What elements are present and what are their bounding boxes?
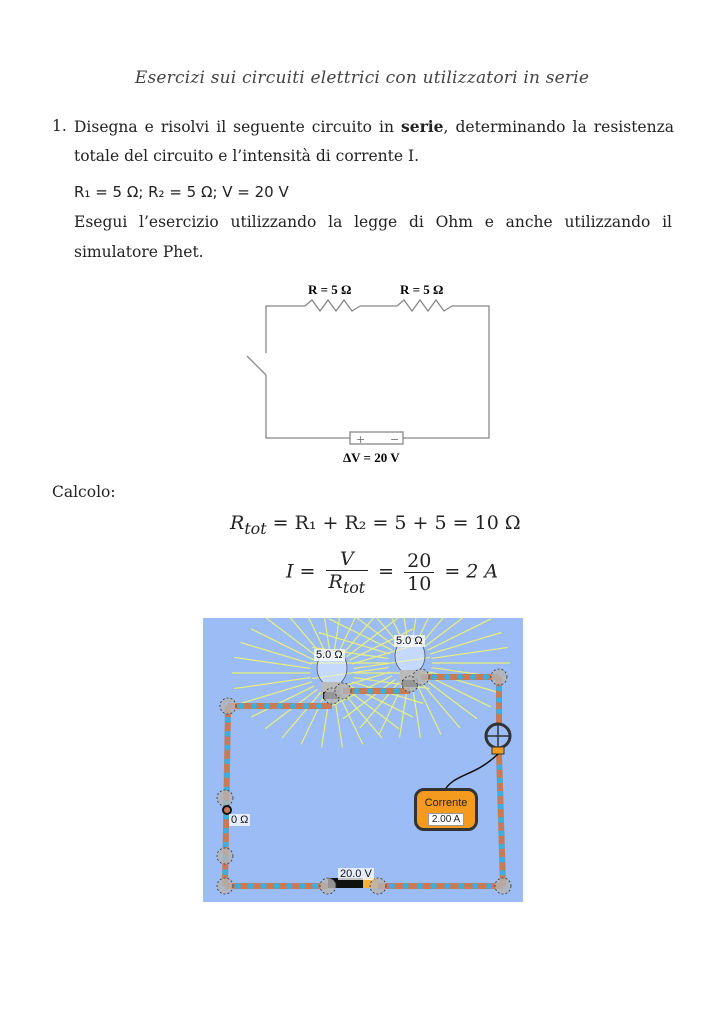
resistor-2-label: R = 5 Ω xyxy=(400,282,444,297)
electron xyxy=(496,686,502,692)
phet-simulator-screenshot xyxy=(203,618,523,902)
text-segment: , determinando la resistenza xyxy=(443,118,674,136)
electron xyxy=(224,758,230,764)
electron xyxy=(431,883,437,889)
electron xyxy=(457,674,463,680)
electron xyxy=(353,688,359,694)
resistor-2-zigzag xyxy=(397,300,452,311)
electron xyxy=(224,772,230,778)
electron xyxy=(486,883,492,889)
resistor-1-zigzag xyxy=(305,300,360,311)
wire-right xyxy=(403,306,489,438)
light-ray xyxy=(347,618,399,657)
bulb-1-resistance-label: 5.0 Ω xyxy=(316,649,343,661)
light-ray xyxy=(234,678,310,689)
electron xyxy=(274,883,280,889)
switch-lever xyxy=(247,356,266,375)
electron xyxy=(483,674,489,680)
junction-node[interactable] xyxy=(495,878,511,894)
electron xyxy=(497,777,503,783)
ammeter-title: Corrente xyxy=(424,797,468,809)
light-ray xyxy=(343,679,395,718)
electron xyxy=(389,883,395,889)
electron xyxy=(380,688,386,694)
electron xyxy=(235,883,241,889)
electron xyxy=(500,870,506,876)
electron xyxy=(224,745,230,751)
junction-node[interactable] xyxy=(320,878,336,894)
electron xyxy=(417,883,423,889)
electron xyxy=(496,764,502,770)
frac-denominator: 10 xyxy=(407,572,432,595)
light-ray xyxy=(265,618,317,657)
electron xyxy=(470,674,476,680)
electron xyxy=(223,828,229,834)
equation-current xyxy=(286,548,498,597)
junction-node[interactable] xyxy=(217,848,233,864)
electron xyxy=(222,869,228,875)
electron xyxy=(403,883,409,889)
junction-node[interactable] xyxy=(413,669,429,685)
electron xyxy=(444,674,450,680)
battery-minus-sign: − xyxy=(390,433,400,446)
electron xyxy=(261,883,267,889)
electron xyxy=(499,843,505,849)
ammeter-reading: 2.00 A xyxy=(428,813,464,826)
electron xyxy=(472,883,478,889)
electron xyxy=(248,883,254,889)
junction-node[interactable] xyxy=(370,878,386,894)
current-result: = 2 A xyxy=(444,560,499,583)
electron xyxy=(497,791,503,797)
electron xyxy=(498,830,504,836)
junction-node[interactable] xyxy=(220,698,236,714)
electron xyxy=(286,883,292,889)
ammeter[interactable] xyxy=(414,788,478,831)
light-ray xyxy=(265,689,317,728)
junction-node[interactable] xyxy=(491,669,507,685)
fraction-v-over-rtot xyxy=(326,548,369,597)
fraction-20-over-10 xyxy=(404,550,434,595)
rtot-subscript: tot xyxy=(244,518,267,538)
rtot-rhs: = R₁ + R₂ = 5 + 5 = 10 Ω xyxy=(272,512,521,534)
switch-resistance-label: 0 Ω xyxy=(231,814,249,826)
bold-keyword: serie xyxy=(401,117,444,136)
electron xyxy=(264,703,270,709)
electron xyxy=(367,688,373,694)
frac-numerator: 20 xyxy=(404,550,434,573)
given-values: R₁ = 5 Ω; R₂ = 5 Ω; V = 20 V xyxy=(74,183,289,201)
resistor-1-label: R = 5 Ω xyxy=(308,282,352,297)
exercise-text-line-5: simulatore Phet. xyxy=(74,243,204,261)
electron xyxy=(251,703,257,709)
simulator-drawing xyxy=(203,618,523,902)
electron xyxy=(498,804,504,810)
electron xyxy=(299,883,305,889)
exercise-text-line-4: Esegui l’esercizio utilizzando la legge di Ohm e anche utilizzando il xyxy=(74,213,672,231)
electron xyxy=(394,688,400,694)
electron xyxy=(277,703,283,709)
electron xyxy=(225,717,231,723)
equation-total-resistance xyxy=(230,512,521,538)
current-lhs: I = xyxy=(286,560,316,583)
exercise-number: 1. xyxy=(52,117,67,135)
junction-node[interactable] xyxy=(217,878,233,894)
wire-left-top xyxy=(266,306,305,353)
electron xyxy=(496,697,502,703)
frac-denominator-sub: tot xyxy=(342,577,366,597)
frac-numerator: V xyxy=(339,548,354,570)
light-ray xyxy=(425,679,477,718)
electron xyxy=(316,703,322,709)
bulb-2-resistance-label: 5.0 Ω xyxy=(396,635,423,647)
electron xyxy=(498,817,504,823)
circuit-schematic xyxy=(240,278,500,473)
battery-plus-sign: + xyxy=(356,433,366,446)
electron xyxy=(225,731,231,737)
electron xyxy=(444,883,450,889)
electron xyxy=(303,703,309,709)
text-segment: Disegna e risolvi il seguente circuito in xyxy=(74,118,402,136)
page-title: Esercizi sui circuiti elettrici con utilizzatori in serie xyxy=(134,68,590,88)
electron xyxy=(238,703,244,709)
electron xyxy=(496,709,502,715)
wire-bottom-left xyxy=(266,375,350,438)
exercise-text-line-1 xyxy=(74,117,674,136)
electrons xyxy=(222,674,505,889)
junction-node[interactable] xyxy=(335,683,351,699)
electron xyxy=(499,857,505,863)
calculation-label: Calcolo: xyxy=(52,483,116,501)
light-ray xyxy=(412,685,420,738)
exercise-text-line-2: totale del circuito e l’intensità di corrente I. xyxy=(74,147,420,165)
light-ray xyxy=(234,657,310,668)
junction-node[interactable] xyxy=(217,790,233,806)
electron xyxy=(312,883,318,889)
equals-sign: = xyxy=(378,560,395,583)
electron xyxy=(223,841,229,847)
rtot-symbol: R xyxy=(230,512,245,534)
electron xyxy=(290,703,296,709)
frac-denominator: R xyxy=(328,571,343,593)
light-ray xyxy=(432,647,508,658)
electron xyxy=(458,883,464,889)
electron xyxy=(431,674,437,680)
battery-voltage-label: 20.0 V xyxy=(340,868,372,880)
battery-voltage-label: ΔV = 20 V xyxy=(343,450,400,465)
light-rays xyxy=(232,618,510,748)
